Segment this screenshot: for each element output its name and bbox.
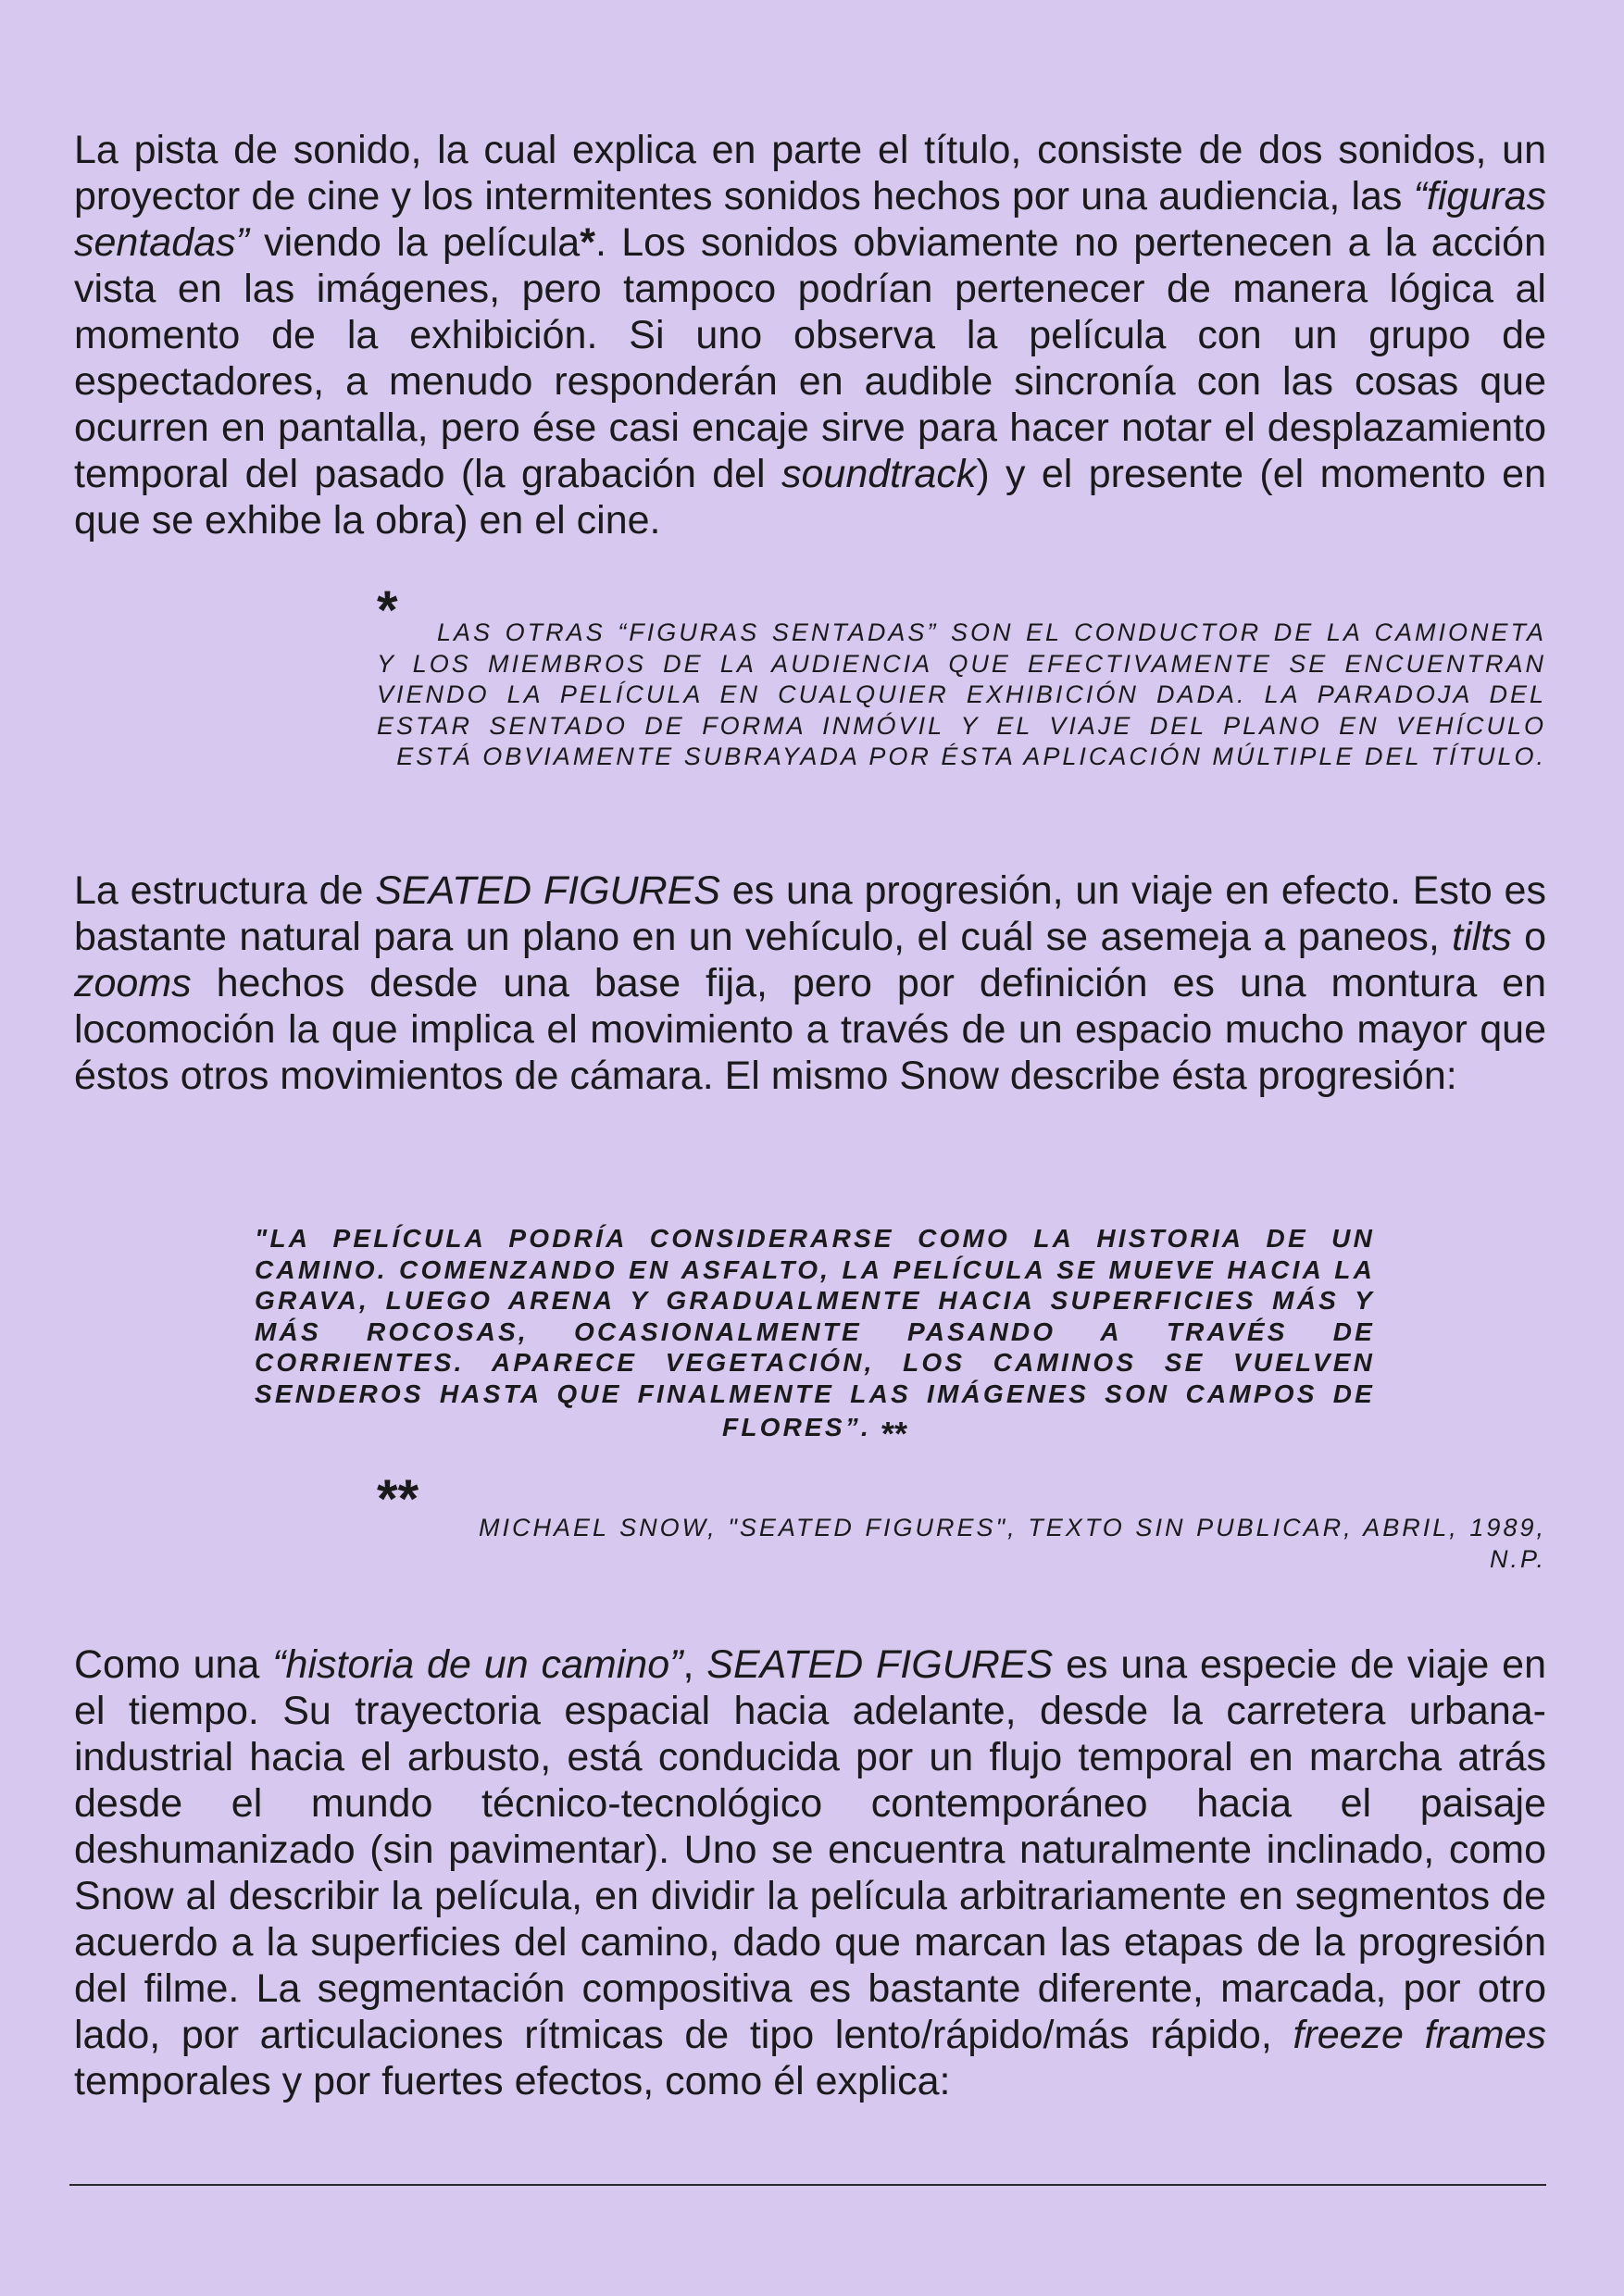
footnote-1-mark: *	[377, 580, 398, 641]
paragraph-2	[74, 867, 1546, 1099]
paragraph-3-text-c: es una especie de viaje en el tiempo. Su trayectoria espacial hacia adelante, desde la carretera urbana-industrial hacia el arbusto, está conducida por un flujo temporal en marcha atrás desde el mundo técnico-tecnológico contemporáneo hacia el paisaje deshumanizado (sin pavimentar). Uno se encuentra naturalmente inclinado, como Snow al describir la película, en dividir la película arbitrariamente en segmentos de acuerdo a la superficies del camino, dado que marcan las etapas de la progresión del filme. La segmentación compositiva es bastante diferente, marcada, por otro lado, por articulaciones rítmicas de tipo lento/rápido/más rápido,	[74, 1642, 1546, 2057]
footnote-2-text: MICHAEL SNOW, "SEATED FIGURES", TEXTO SIN PUBLICAR, ABRIL, 1989, N.P.	[479, 1514, 1546, 1573]
footnote-1-text: LAS OTRAS “FIGURAS SENTADAS” SON EL CONDUCTOR DE LA CAMIONETA Y LOS MIEMBROS DE LA AUDIENCIA QUE EFECTIVAMENTE SE ENCUENTRAN VIENDO LA PELÍCULA EN CUALQUIER EXHIBICIÓN DADA. LA PARADOJA DEL ESTAR SENTADO DE FORMA INMÓVIL Y EL VIAJE DEL PLANO EN VEHÍCULO ESTÁ OBVIAMENTE SUBRAYADA POR ÉSTA APLICACIÓN MÚLTIPLE DEL TÍTULO.	[377, 618, 1546, 770]
paragraph-2-italic-title: SEATED FIGURES	[375, 868, 720, 913]
paragraph-3-italic-title: SEATED FIGURES	[706, 1642, 1054, 1687]
paragraph-2-italic-zooms: zooms	[74, 961, 192, 1005]
paragraph-3-text-b: ,	[682, 1642, 707, 1687]
paragraph-3-italic-historia: “historia de un camino”	[272, 1642, 683, 1687]
paragraph-1-italic-figuras: “figuras sentadas”	[74, 174, 1546, 265]
footnote-2-reference-mark[interactable]: **	[881, 1415, 907, 1453]
footnote-2	[377, 1513, 1546, 1575]
paragraph-1-text-d: ) y el presente (el momento en que se exhibe la obra) en el cine.	[74, 452, 1547, 543]
footnote-1-reference-mark[interactable]: *	[580, 220, 595, 265]
paragraph-3	[74, 1641, 1546, 2104]
footnote-2-mark: **	[377, 1469, 419, 1529]
block-quote-text: "LA PELÍCULA PODRÍA CONSIDERARSE COMO LA HISTORIA DE UN CAMINO. COMENZANDO EN ASFALTO, LA PELÍCULA SE MUEVE HACIA LA GRAVA, LUEGO ARENA Y GRADUALMENTE HACIA SUPERFICIES MÁS Y MÁS ROCOSAS, OCASIONALMENTE PASANDO A TRAVÉS DE CORRIENTES. APARECE VEGETACIÓN, LOS CAMINOS SE VUELVEN SENDEROS HASTA QUE FINALMENTE LAS IMÁGENES SON CAMPOS DE FLORES”.	[255, 1224, 1375, 1441]
footnote-1	[377, 618, 1546, 773]
block-quote	[255, 1223, 1375, 1453]
paragraph-3-text-d: temporales y por fuertes efectos, como él explica:	[74, 2059, 951, 2103]
paragraph-1-text-c: . Los sonidos obviamente no pertenecen a la acción vista en las imágenes, pero tampoco podrían pertenecer de manera lógica al momento de la exhibición. Si uno observa la película con un grupo de espectadores, a menudo responderán en audible sincronía con las cosas que ocurren en pantalla, pero ése casi encaje sirve para hacer notar el desplazamiento temporal del pasado (la grabación del	[74, 220, 1547, 496]
paragraph-2-italic-tilts: tilts	[1452, 915, 1512, 959]
paragraph-1-text-b: viendo la película	[248, 220, 581, 265]
paragraph-2-text-a: La estructura de	[74, 868, 376, 913]
bottom-rule	[69, 2184, 1546, 2186]
paragraph-2-text-d: hechos desde una base fija, pero por definición es una montura en locomoción la que implica el movimiento a través de un espacio mucho mayor que éstos otros movimientos de cámara. El mismo Snow describe ésta progresión:	[74, 961, 1546, 1098]
paragraph-1	[74, 127, 1546, 543]
paragraph-1-italic-soundtrack: soundtrack	[781, 452, 977, 496]
paragraph-2-text-b: es una progresión, un viaje en efecto. Esto es bastante natural para un plano en un vehículo, el cuál se asemeja a paneos,	[74, 868, 1546, 959]
paragraph-3-text-a: Como una	[74, 1642, 273, 1687]
paragraph-2-text-c: o	[1511, 915, 1546, 959]
paragraph-3-italic-freeze-frames: freeze frames	[1293, 2013, 1546, 2057]
paragraph-1-text-a: La pista de sonido, la cual explica en parte el título, consiste de dos sonidos, un proyector de cine y los intermitentes sonidos hechos por una audiencia, las	[74, 128, 1546, 218]
